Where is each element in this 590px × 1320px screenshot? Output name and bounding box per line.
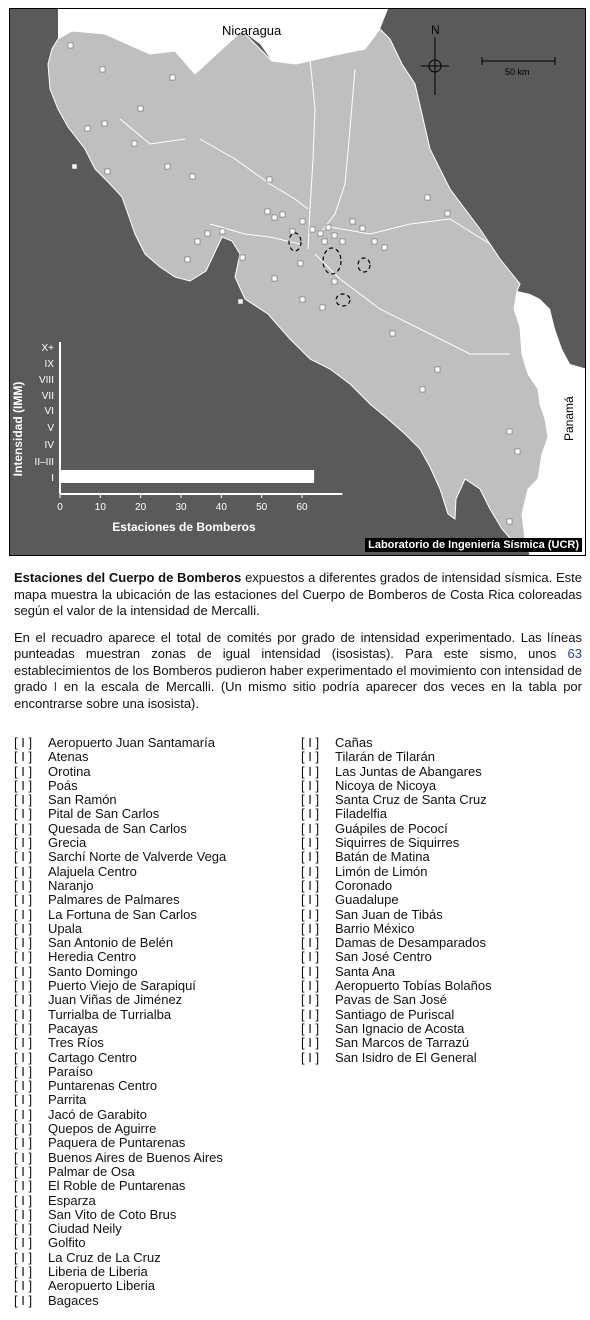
station-name: Barrio México [335, 920, 415, 936]
station-row [301, 779, 492, 793]
station-grade: [ I ] [14, 1263, 33, 1279]
panama-label: Panamá [562, 396, 576, 441]
station-name: San Marcos de Tarrazú [335, 1035, 470, 1051]
station-name: Palmares de Palmares [48, 892, 180, 908]
station-name: Jacó de Garabito [48, 1106, 148, 1122]
station-name: La Fortuna de San Carlos [48, 906, 197, 922]
station-row [14, 1165, 226, 1179]
station-row [14, 736, 226, 750]
station-row [301, 965, 492, 979]
chart-y-axis-title: Intensidad (IMM) [11, 381, 25, 477]
station-row [14, 750, 226, 764]
station-grade: [ I ] [14, 1035, 33, 1051]
compass-rose [421, 37, 449, 95]
station-name: Santo Domingo [48, 963, 138, 979]
station-name: El Roble de Puntarenas [48, 1178, 186, 1194]
station-grade: [ I ] [14, 1192, 33, 1208]
station-row [301, 807, 492, 821]
station-grade: [ I ] [14, 892, 33, 908]
caption-text-2b: establecimientos de los Bomberos pudieron haber experimentado el movimiento con intensidad de grado [14, 662, 583, 694]
station-name: Quesada de San Carlos [48, 820, 187, 836]
station-row [14, 1265, 226, 1279]
station-row [301, 950, 492, 964]
station-grade: [ I ] [14, 935, 33, 951]
station-name: Pacayas [48, 1020, 98, 1036]
station-name: Batán de Matina [335, 849, 430, 865]
station-row [14, 1108, 226, 1122]
caption-text-2c: en la escala de Mercalli. (Un mismo sitio podría aparecer dos veces en la tabla por encontrarse sobre una isosista). [14, 679, 582, 711]
station-grade: [ I ] [14, 1163, 33, 1179]
station-row [301, 993, 492, 1007]
station-row [14, 1093, 226, 1107]
station-row [301, 1022, 492, 1036]
station-row [14, 965, 226, 979]
station-row [301, 908, 492, 922]
station-name: Aeropuerto Liberia [48, 1278, 155, 1294]
station-row [14, 1194, 226, 1208]
station-name: Paraíso [48, 1063, 93, 1079]
station-name: Limón de Limón [335, 863, 428, 879]
station-grade: [ I ] [14, 1292, 33, 1308]
station-count: 63 [567, 646, 582, 661]
station-name: San Isidro de El General [335, 1049, 477, 1065]
station-grade: [ I ] [14, 735, 33, 750]
station-row [14, 1279, 226, 1293]
caption-text-1: expuestos a diferentes grados de intensidad sísmica. Este mapa muestra la ubicación de las estaciones del Cuerpo de Bomberos de Costa Rica coloreadas según el valor de la intensidad de Mercalli. [14, 570, 582, 618]
station-row [14, 807, 226, 821]
station-grade: [ I ] [14, 1106, 33, 1122]
compass-north-label: N [431, 23, 440, 37]
station-name: Cañas [335, 735, 373, 750]
chart-category-label: V [47, 423, 54, 434]
inset-bar-chart [35, 342, 343, 513]
station-name: Buenos Aires de Buenos Aires [48, 1149, 223, 1165]
chart-category-label: IX [44, 359, 54, 370]
station-grade: [ I ] [14, 1206, 33, 1222]
scale-label: 50 km [505, 67, 530, 77]
station-grade: [ I ] [301, 1020, 320, 1036]
station-grade: [ I ] [301, 906, 320, 922]
station-grade: [ I ] [14, 1020, 33, 1036]
station-row [14, 1008, 226, 1022]
station-grade: [ I ] [301, 820, 320, 836]
station-row [14, 1236, 226, 1250]
station-row [14, 879, 226, 893]
station-row [14, 908, 226, 922]
station-grade: [ I ] [14, 949, 33, 965]
intensity-map [9, 8, 586, 556]
station-name: Tres Ríos [48, 1035, 104, 1051]
station-row [14, 793, 226, 807]
station-grade: [ I ] [14, 877, 33, 893]
station-grade: [ I ] [14, 777, 33, 793]
station-grade: [ I ] [14, 1049, 33, 1065]
station-row [301, 736, 492, 750]
station-name: Filadelfia [335, 806, 388, 822]
station-row [14, 1179, 226, 1193]
station-name: Turrialba de Turrialba [48, 1006, 172, 1022]
station-grade: [ I ] [301, 978, 320, 994]
station-name: Esparza [48, 1192, 96, 1208]
station-grade: [ I ] [14, 978, 33, 994]
station-row [301, 750, 492, 764]
station-grade: [ I ] [14, 1135, 33, 1151]
intensity-grade: I [53, 679, 58, 694]
chart-category-label: VII [41, 391, 54, 402]
station-grade: [ I ] [14, 963, 33, 979]
station-row [301, 936, 492, 950]
station-row [14, 1151, 226, 1165]
station-grade: [ I ] [301, 892, 320, 908]
station-row [301, 865, 492, 879]
chart-category-label: X+ [41, 343, 54, 354]
station-grade: [ I ] [14, 749, 33, 765]
station-name: Cartago Centro [48, 1049, 137, 1065]
chart-x-tick-label: 20 [135, 502, 147, 513]
station-name: San José Centro [335, 949, 432, 965]
station-row [14, 850, 226, 864]
scale-bar [482, 57, 555, 65]
station-name: Guadalupe [335, 892, 399, 908]
station-name: Santa Ana [335, 963, 395, 979]
station-grade: [ I ] [301, 949, 320, 965]
caption-paragraph-1 [14, 570, 582, 620]
station-grade: [ I ] [14, 1178, 33, 1194]
station-grade: [ I ] [14, 1121, 33, 1137]
station-row [14, 1051, 226, 1065]
chart-category-label: II–III [34, 457, 54, 468]
caption-title: Estaciones del Cuerpo de Bomberos [14, 570, 242, 585]
station-name: Tilarán de Tilarán [335, 749, 435, 765]
station-name: Atenas [48, 749, 89, 765]
station-name: Santiago de Puriscal [335, 1006, 455, 1022]
station-name: Golfito [48, 1235, 86, 1251]
station-name: Aeropuerto Juan Santamaría [48, 735, 215, 750]
station-grade: [ I ] [301, 792, 320, 808]
station-row [301, 765, 492, 779]
chart-x-tick-label: 0 [57, 502, 63, 513]
station-name: Las Juntas de Abangares [335, 763, 482, 779]
station-name: Quepos de Aguirre [48, 1121, 157, 1137]
station-row [14, 822, 226, 836]
figure-caption [14, 570, 582, 722]
station-grade: [ I ] [301, 835, 320, 851]
station-name: San Juan de Tibás [335, 906, 443, 922]
chart-x-tick-label: 10 [94, 502, 106, 513]
lab-credit: Laboratorio de Ingeniería Sísmica (UCR) [365, 538, 582, 552]
station-grade: [ I ] [301, 735, 320, 750]
station-row [301, 793, 492, 807]
station-row [14, 1022, 226, 1036]
station-grade: [ I ] [14, 835, 33, 851]
station-row [301, 1036, 492, 1050]
station-row [301, 850, 492, 864]
chart-x-tick-label: 30 [175, 502, 187, 513]
station-name: Heredia Centro [48, 949, 137, 965]
station-row [14, 1065, 226, 1079]
station-grade: [ I ] [301, 849, 320, 865]
chart-category-label: IV [44, 440, 54, 451]
station-row [301, 879, 492, 893]
station-row [14, 979, 226, 993]
station-name: Damas de Desamparados [335, 935, 487, 951]
station-name: San Vito de Coto Brus [48, 1206, 177, 1222]
station-name: Palmar de Osa [48, 1163, 135, 1179]
station-name: Juan Viñas de Jiménez [48, 992, 183, 1008]
station-row [301, 836, 492, 850]
station-grade: [ I ] [301, 992, 320, 1008]
station-grade: [ I ] [301, 963, 320, 979]
station-row [14, 922, 226, 936]
station-grade: [ I ] [14, 906, 33, 922]
station-column-left [14, 736, 226, 1308]
nicaragua-label: Nicaragua [222, 23, 282, 38]
station-grade: [ I ] [14, 1149, 33, 1165]
station-grade: [ I ] [14, 849, 33, 865]
station-row [14, 1251, 226, 1265]
station-grade: [ I ] [301, 763, 320, 779]
station-grade: [ I ] [301, 1006, 320, 1022]
station-grade: [ I ] [301, 1049, 320, 1065]
station-grade: [ I ] [14, 820, 33, 836]
station-name: Pital de San Carlos [48, 806, 160, 822]
station-grade: [ I ] [14, 806, 33, 822]
station-row [14, 779, 226, 793]
station-name: Santa Cruz de Santa Cruz [335, 792, 487, 808]
station-row [14, 1136, 226, 1150]
station-name: Coronado [335, 877, 393, 893]
station-name: Bagaces [48, 1292, 99, 1308]
station-row [14, 1294, 226, 1308]
chart-x-axis-title: Estaciones de Bomberos [112, 520, 256, 534]
station-row [14, 1079, 226, 1093]
costa-rica-land [48, 29, 548, 544]
station-row [14, 993, 226, 1007]
station-row [14, 936, 226, 950]
station-row [14, 836, 226, 850]
station-column-right [301, 736, 492, 1065]
station-name: Puntarenas Centro [48, 1078, 158, 1094]
station-name: Parrita [48, 1092, 87, 1108]
station-grade: [ I ] [301, 877, 320, 893]
station-grade: [ I ] [301, 920, 320, 936]
station-grade: [ I ] [14, 1249, 33, 1265]
station-grade: [ I ] [301, 749, 320, 765]
station-name: Alajuela Centro [48, 863, 137, 879]
caption-paragraph-2 [14, 630, 582, 713]
station-row [301, 822, 492, 836]
station-row [14, 765, 226, 779]
station-name: Siquirres de Siquirres [335, 835, 460, 851]
caption-text-2a: En el recuadro aparece el total de comités por grado de intensidad experimentado. Las líneas punteadas muestran zonas de igual intensidad (isosistas). Para este sismo, unos [14, 629, 582, 661]
station-grade: [ I ] [301, 777, 320, 793]
station-grade: [ I ] [14, 1078, 33, 1094]
station-row [301, 922, 492, 936]
station-name: Aeropuerto Tobías Bolaños [335, 978, 492, 994]
station-row [301, 1051, 492, 1065]
chart-bar-0 [60, 470, 314, 483]
station-name: San Ramón [48, 792, 117, 808]
station-grade: [ I ] [301, 806, 320, 822]
station-name: Pavas de San José [335, 992, 448, 1008]
station-grade: [ I ] [14, 920, 33, 936]
station-row [14, 865, 226, 879]
station-grade: [ I ] [14, 1278, 33, 1294]
station-grade: [ I ] [14, 863, 33, 879]
station-grade: [ I ] [14, 1092, 33, 1108]
chart-category-label: VIII [38, 375, 54, 386]
station-name: Ciudad Neily [48, 1221, 122, 1237]
station-grade: [ I ] [301, 935, 320, 951]
station-row [14, 1222, 226, 1236]
station-grade: [ I ] [14, 763, 33, 779]
station-row [14, 893, 226, 907]
station-grade: [ I ] [14, 792, 33, 808]
chart-category-label: I [51, 473, 54, 484]
station-grade: [ I ] [14, 1221, 33, 1237]
station-grade: [ I ] [301, 1035, 320, 1051]
station-row [301, 1008, 492, 1022]
station-name: Liberia de Liberia [48, 1263, 148, 1279]
station-name: Guápiles de Pococí [335, 820, 448, 836]
station-name: Paquera de Puntarenas [48, 1135, 186, 1151]
station-row [301, 893, 492, 907]
station-name: Grecia [48, 835, 87, 851]
station-row [14, 950, 226, 964]
chart-x-tick-label: 40 [215, 502, 227, 513]
station-grade: [ I ] [14, 1235, 33, 1251]
station-name: San Ignacio de Acosta [335, 1020, 465, 1036]
station-name: Puerto Viejo de Sarapiquí [48, 978, 196, 994]
station-grade: [ I ] [14, 1063, 33, 1079]
station-name: Upala [48, 920, 82, 936]
station-name: La Cruz de La Cruz [48, 1249, 161, 1265]
station-grade: [ I ] [301, 863, 320, 879]
station-row [14, 1122, 226, 1136]
chart-category-label: VI [44, 406, 54, 417]
station-name: Nicoya de Nicoya [335, 777, 437, 793]
station-name: Orotina [48, 763, 91, 779]
station-grade: [ I ] [14, 1006, 33, 1022]
station-row [14, 1208, 226, 1222]
station-name: Poás [48, 777, 78, 793]
station-grade: [ I ] [14, 992, 33, 1008]
station-row [301, 979, 492, 993]
station-row [14, 1036, 226, 1050]
station-name: Naranjo [48, 877, 94, 893]
station-name: Sarchí Norte de Valverde Vega [48, 849, 227, 865]
chart-x-tick-label: 50 [256, 502, 268, 513]
chart-x-tick-label: 60 [296, 502, 308, 513]
map-canvas [10, 9, 586, 556]
station-name: San Antonio de Belén [48, 935, 174, 951]
